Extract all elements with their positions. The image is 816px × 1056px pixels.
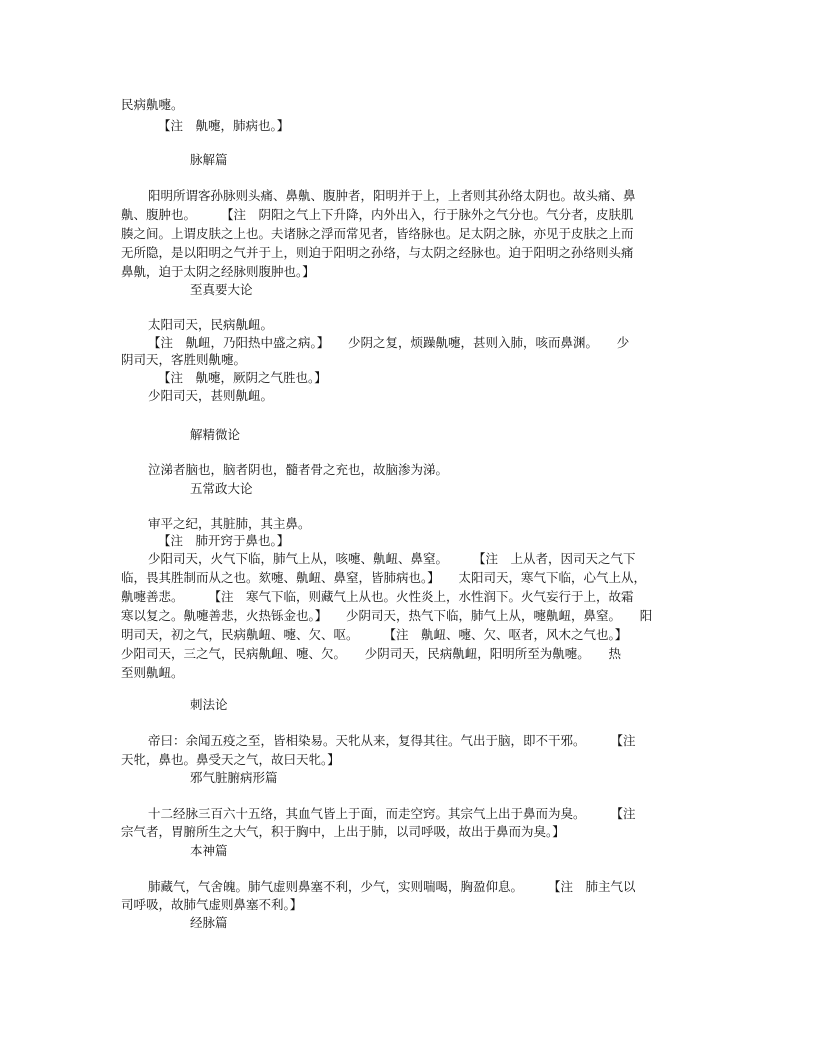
text-line: 肺藏气，气舍魄。肺气虚则鼻塞不利，少气，实则喘喝，胸盈仰息。 【注 肺主气以 bbox=[148, 879, 636, 894]
annotation-line: 【注 鼽嚏，厥阴之气胜也。】 bbox=[158, 370, 327, 385]
section-heading: 解精微论 bbox=[190, 427, 241, 442]
text-line: 少阳司天，火气下临，肺气上从，咳嚏、鼽衄、鼻窒。 【注 上从者，因司天之气下 bbox=[148, 551, 636, 566]
section-heading: 经脉篇 bbox=[190, 915, 228, 930]
text-line: 太阳司天，民病鼽衄。 bbox=[148, 317, 274, 332]
text-line: 临，畏其胜制而从之也。欬嚏、鼽衄、鼻窒，皆肺病也。】 太阳司天，寒气下临，心气上从， bbox=[121, 570, 647, 585]
text-line: 民病鼽嚏。 bbox=[121, 97, 184, 112]
text-line: 鼽嚏善悲。 【注 寒气下临，则藏气上从也。火性炎上，水性润下。火气妄行于上，故霜 bbox=[121, 589, 634, 604]
annotation-line: 【注 鼽嚏，肺病也。】 bbox=[158, 118, 290, 133]
text-line: 泣涕者脑也，脑者阴也，髓者骨之充也，故脑渗为涕。 bbox=[148, 462, 449, 477]
section-heading: 至真要大论 bbox=[190, 282, 253, 297]
section-heading: 邪气脏腑病形篇 bbox=[190, 770, 278, 785]
text-line: 至则鼽衄。 bbox=[121, 665, 184, 680]
text-line: 少阳司天，三之气，民病鼽衄、嚏、欠。 少阴司天，民病鼽衄，阳明所至为鼽嚏。 热 bbox=[121, 646, 622, 661]
text-line: 无所隐，是以阳明之气并于上，则迫于阳明之孙络，与太阴之经脉也。迫于阳明之孙络则头痛 bbox=[121, 245, 634, 260]
text-line: 审平之纪，其脏肺，其主鼻。 bbox=[148, 516, 311, 531]
text-line: 明司天，初之气，民病鼽衄、嚏、欠、呕。 【注 鼽衄、嚏、欠、呕者，风木之气也。】 bbox=[121, 627, 628, 642]
text-line: 腠之间。上谓皮肤之上也。夫诸脉之浮而常见者，皆络脉也。足太阴之脉，亦见于皮肤之上而 bbox=[121, 226, 634, 241]
text-line: 十二经脉三百六十五络，其血气皆上于面，而走空窍。其宗气上出于鼻而为臭。 【注 bbox=[148, 806, 636, 821]
section-heading: 脉解篇 bbox=[190, 152, 228, 167]
text-line: 宗气者，胃腑所生之大气，积于胸中，上出于肺，以司呼吸，故出于鼻而为臭。】 bbox=[121, 824, 565, 839]
text-line: 阴司天，客胜则鼽嚏。 bbox=[121, 352, 247, 367]
text-line: 阳明所谓客孙脉则头痛、鼻鼽、腹肿者，阳明并于上，上者则其孙络太阴也。故头痛、鼻 bbox=[148, 188, 636, 203]
text-line: 少阳司天，甚则鼽衄。 bbox=[148, 388, 274, 403]
text-line: 司呼吸，故肺气虚则鼻塞不利。】 bbox=[121, 897, 303, 912]
section-heading: 刺法论 bbox=[190, 697, 228, 712]
text-line: 寒以复之。鼽嚏善悲，火热铄金也。】 少阴司天，热气下临，肺气上从，嚏鼽衄，鼻窒。 阳 bbox=[121, 608, 653, 623]
annotation-line: 【注 肺开窍于鼻也。】 bbox=[158, 533, 290, 548]
section-heading: 五常政大论 bbox=[190, 481, 253, 496]
text-line: 天牝，鼻也。鼻受天之气，故曰天牝。】 bbox=[121, 752, 340, 767]
text-line: 鼻鼽，迫于太阴之经脉则腹肿也。】 bbox=[121, 264, 315, 279]
text-line: 【注 鼽衄，乃阳热中盛之病。】 少阴之复，烦躁鼽嚏，甚则入肺，咳而鼻渊。 少 bbox=[148, 335, 630, 350]
text-line: 帝曰：余闻五疫之至，皆相染易。天牝从来，复得其往。气出于脑，即不干邪。 【注 bbox=[148, 733, 636, 748]
section-heading: 本神篇 bbox=[190, 843, 228, 858]
text-line: 鼽、腹肿也。 【注 阴阳之气上下升降，内外出入，行于脉外之气分也。气分者，皮肤肌 bbox=[121, 207, 634, 222]
